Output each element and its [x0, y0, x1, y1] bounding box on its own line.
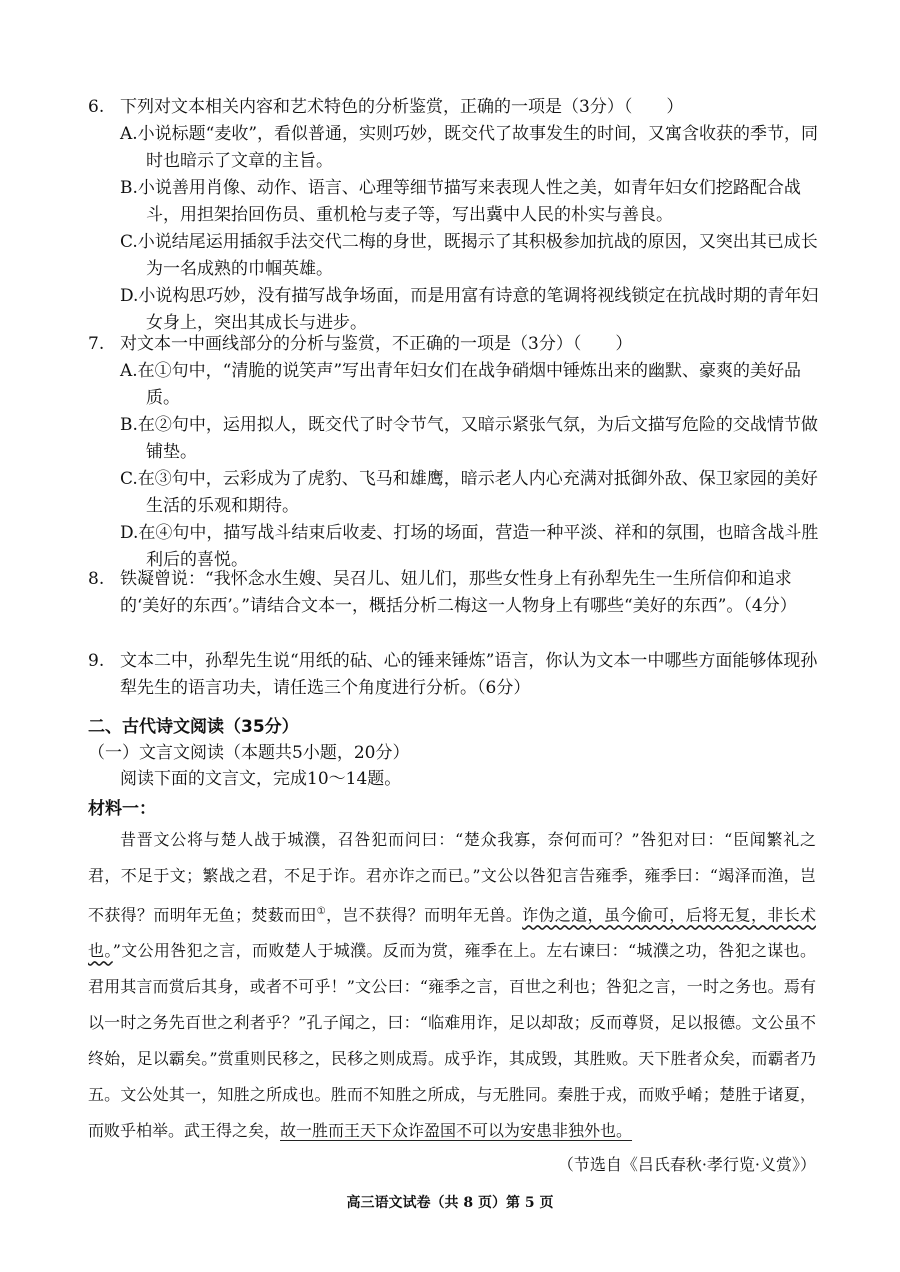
question-9: [88, 648, 828, 702]
option-d: D.小说构思巧妙，没有描写战争场面，而是用富有诗意的笔调将视线锁定在抗战时期的青年妇女身上，突出其成长与进步。: [120, 286, 819, 333]
option-b: B.小说善用肖像、动作、语言、心理等细节描写来表现人性之美，如青年妇女们挖路配合战斗，用担架抬回伤员、重机枪与麦子等，写出冀中人民的朴实与善良。: [120, 178, 801, 225]
footnote-marker: ①: [316, 906, 327, 917]
classical-passage: [88, 822, 816, 1149]
question-stem: 文本二中，孙犁先生说“用纸的砧、心的锤来锤炼”语言，你认为文本一中哪些方面能够体现孙犁先生的语言功夫，请任选三个角度进行分析。（6分）: [120, 651, 818, 698]
page-footer: 高三语文试卷（共 8 页）第 5 页: [346, 1195, 554, 1211]
passage-text: ”文公用咎犯之言，而败楚人于城濮。反而为赏，雍季在上。左右谏曰：“城濮之功，咎犯之谋也。君用其言而赏后其身，或者不可乎！”文公曰：“雍季之言，百世之利也；咎犯之言，一时之务也。焉有以一时之务先百世之利者乎？”孔子闻之，曰：“临难用诈，足以却敌；反而尊贤，足以报德。文公虽不终始，足以霸矣。”赏重则民移之，民移之则成焉。成乎诈，其成毁，其胜败。天下胜者众矣，而霸者乃五。文公处其一，知胜之所成也。胜而不知胜之所成，与无胜同。秦胜于戎，而败乎崤；楚胜于诸夏，而败乎柏举。武王得之矣，: [88, 941, 816, 1141]
option-a: A.小说标题“麦收”，看似普通，实则巧妙，既交代了故事发生的时间，又寓含收获的季节，同时也暗示了文章的主旨。: [120, 124, 819, 171]
subsection-title: （一）文言文阅读（本题共5小题，20分）: [88, 743, 410, 763]
question-number: 8.: [88, 569, 105, 589]
question-8: [88, 566, 828, 620]
passage-text: ，岂不获得？而明年无兽。: [326, 905, 523, 925]
option-c: C.小说结尾运用插叙手法交代二梅的身世，既揭示了其积极参加抗战的原因，又突出其已成长为一名成熟的巾帼英雄。: [120, 232, 818, 279]
instruction: 阅读下面的文言文，完成10～14题。: [120, 769, 402, 789]
question-7: [88, 331, 828, 574]
underlined-sentence-1: 诈伪之道，虽今偷可，后将无复，非长术也。: [88, 905, 816, 961]
question-number: 9.: [88, 651, 105, 671]
option-a: A.在①句中，“清脆的说笑声”写出青年妇女们在战争硝烟中锤炼出来的幽默、豪爽的美好品质。: [120, 361, 802, 408]
question-6: [88, 94, 828, 337]
underlined-sentence-2: 故一胜而王天下众诈盈国不可以为安患非独外也。: [280, 1121, 633, 1141]
question-stem: 对文本一中画线部分的分析与鉴赏，不正确的一项是（3分）（ ）: [120, 334, 633, 354]
section-title: 二、古代诗文阅读（35分）: [88, 717, 299, 737]
question-stem: 铁凝曾说：“我怀念水生嫂、吴召儿、妞儿们，那些女性身上有孙犁先生一生所信仰和追求的‘美好的东西’。”请结合文本一，概括分析二梅这一人物身上有哪些“美好的东西”。（4分）: [120, 569, 797, 616]
question-number: 7.: [88, 334, 105, 354]
option-d: D.在④句中，描写战斗结束后收麦、打场的场面，营造一种平淡、祥和的氛围，也暗含战斗胜利后的喜悦。: [120, 523, 819, 570]
option-b: B.在②句中，运用拟人，既交代了时令节气，又暗示紧张气氛，为后文描写危险的交战情节做铺垫。: [120, 415, 818, 462]
question-number: 6.: [88, 97, 105, 117]
material-label: 材料一：: [88, 799, 156, 819]
question-stem: 下列对文本相关内容和艺术特色的分析鉴赏，正确的一项是（3分）（ ）: [120, 97, 684, 117]
passage-text: 昔晋文公将与楚人战于城濮，召咎犯而问曰：“楚众我寡，奈何而可？”咎犯对曰：“臣闻繁礼之君，不足于文；繁战之君，不足于诈。君亦诈之而已。”文公以咎犯言告雍季，雍季曰：“竭泽而渔，岂不获得？而明年无鱼；焚薮而田: [88, 830, 816, 925]
passage-source: （节选自《吕氏春秋·孝行览·义赏》）: [557, 1155, 816, 1174]
option-c: C.在③句中，云彩成为了虎豹、飞马和雄鹰，暗示老人内心充满对抵御外敌、保卫家园的美好生活的乐观和期待。: [120, 469, 818, 516]
